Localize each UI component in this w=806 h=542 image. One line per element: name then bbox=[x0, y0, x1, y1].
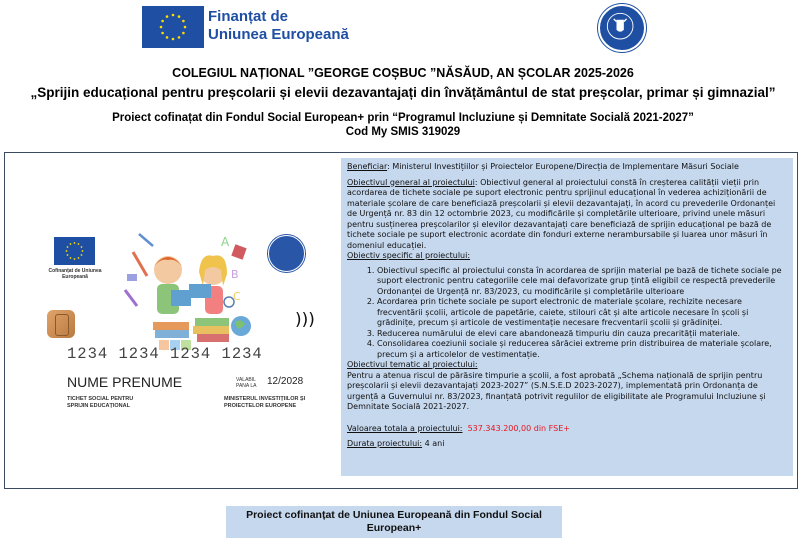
cofinancing-line: Proiect cofinațat din Fondul Social European+ prin “Programul Incluziune și Demnitate Socială 2021-2027” bbox=[112, 112, 694, 124]
specific-objective-label: Obiectiv specific al proiectului: bbox=[347, 251, 471, 260]
duration-label: Durata proiectului: bbox=[347, 439, 423, 448]
project-info-frame bbox=[4, 152, 798, 489]
eu-funding-line1: Finanțat de bbox=[208, 8, 289, 25]
eu-funding-label bbox=[208, 8, 349, 44]
general-objective-label: Obiectivul general al proiectului bbox=[347, 177, 475, 187]
ticket-type-label bbox=[67, 396, 133, 410]
card-eu-flag-icon bbox=[54, 237, 95, 265]
romanian-government-seal-icon bbox=[598, 4, 646, 52]
specific-objective-item: 3. Reducerea numărului de elevi care abandonează timpuriu din cauza precarității materiale. bbox=[377, 329, 787, 340]
social-ticket-card-image bbox=[33, 230, 333, 408]
valid-until-label bbox=[236, 377, 256, 389]
general-objective bbox=[347, 178, 787, 252]
card-government-seal-icon bbox=[268, 235, 305, 272]
valid-label-line1: VALABIL bbox=[236, 377, 256, 383]
coat-of-arms-icon bbox=[600, 6, 644, 50]
school-title: COLEGIUL NAȚIONAL ”GEORGE COȘBUC ”NĂSĂUD, AN ȘCOLAR 2025-2026 bbox=[172, 66, 634, 80]
specific-objective-item: 4. Consolidarea coeziunii sociale și reducerea sărăciei extreme prin distribuirea de materiale școlare, precum și a articolelor de vestimentație. bbox=[377, 339, 787, 360]
cofinancing-info bbox=[0, 111, 806, 139]
beneficiary bbox=[347, 162, 787, 173]
ministry-line2: PROIECTELOR EUROPENE bbox=[224, 403, 297, 409]
contactless-icon: ))) bbox=[295, 310, 315, 330]
card-ministry-label bbox=[224, 396, 305, 410]
general-objective-text: : Obiectivul general al proiectului constă în creșterea calității vieții prin acordarea de tichete sociale pe suport electronic pentru sprijinul educațional în vederea achiziționării de materiale școlare de care beneficiază preșcolarii și elevii dezavantajați, în acord cu prevederile Ordonanței de Urgență nr. 83 din 12 octombrie 2023, cu modificările și completările ulterioare, privind unele măsuri pentru susținerea preșcolarilor și elevilor dezavantajați care beneficiază de sprijin educațional pe bază de tichete sociale pe suport electronic acordate din fonduri externe nerambursabile și luarea unor măsuri în domeniul educației. bbox=[347, 177, 776, 250]
card-chip-icon bbox=[47, 310, 75, 338]
total-value bbox=[347, 424, 787, 435]
beneficiary-label: Beneficiar bbox=[347, 162, 388, 171]
cofinancing-banner: Proiect cofinanțat de Uniunea Europeană din Fondul Social European+ bbox=[226, 506, 562, 538]
project-name: „Sprijin educațional pentru preșcolarii și elevii dezavantajați din învățământul de stat preșcolar, primar și gimnazial” bbox=[30, 85, 776, 100]
ticket-type-line2: SPRIJIN EDUCAȚIONAL bbox=[67, 403, 130, 409]
total-value-label: Valoarea totala a proiectului: bbox=[347, 423, 463, 433]
project-info-panel bbox=[341, 158, 793, 476]
specific-objectives-list bbox=[347, 266, 787, 361]
thematic-objective-text: Pentru a atenua riscul de părăsire timpurie a școlii, a fost aprobată „Schema națională de sprijin pentru preșcolarii și elevii dezavantajați 2023-2027” (S.N.S.E.D 2023-2027), implementată prin Ordonanța de urgență a Guvernului nr. 83/2023, finanțată potrivit regulilor de eligibilitate ale Programului Incluziune și Demnitate Socială 2021-2027. bbox=[347, 370, 766, 411]
smis-code: Cod My SMIS 319029 bbox=[345, 126, 461, 138]
svg-text:B: B bbox=[231, 268, 239, 281]
specific-objective-item: 2. Acordarea prin tichete sociale pe suport electronic de materiale școlare, rechizite necesare frecventării școlii, articole de papetărie, caiete, stilouri cât și alte articole necesare în școli și grădinițe, precum și articole de vestimentație necesare frecventarii școlii și grădiniței. bbox=[377, 297, 787, 329]
ministry-line1: MINISTERUL INVESTIȚIILOR ȘI bbox=[224, 396, 306, 402]
card-holder-name: NUME PRENUME bbox=[67, 374, 183, 390]
beneficiary-value: : Ministerul Investițiilor și Proiectelor Europene/Direcția de Implementare Măsuri Sociale bbox=[387, 162, 739, 171]
card-expiry: 12/2028 bbox=[267, 376, 304, 387]
card-eu-stars-icon bbox=[54, 237, 95, 265]
card-eu-caption: Cofinanțat de Uniunea Europeană bbox=[48, 268, 102, 280]
eu-stars-icon bbox=[142, 6, 204, 48]
duration-value: 4 ani bbox=[424, 439, 445, 448]
svg-text:C: C bbox=[233, 290, 241, 303]
duration bbox=[347, 439, 787, 450]
svg-text:A: A bbox=[221, 235, 230, 249]
card-number: 1234 1234 1234 1234 bbox=[67, 345, 263, 363]
specific-objective-item: 1. Obiectivul specific al proiectului consta în acordarea de sprijin material pe bază de tichete sociale pe suport electronic pentru categoriile cele mai defavorizate grup țintă eligibil ce respectă prevederile Ordonanței de Urgență nr. 83/2023, cu modificările și completările ulterioare bbox=[377, 266, 787, 298]
children-reading-illustration-icon bbox=[113, 230, 263, 350]
total-value-amount: 537.343.200,00 din FSE+ bbox=[467, 423, 570, 433]
eu-flag-logo bbox=[142, 6, 204, 48]
thematic-objective-label: Obiectivul tematic al proiectului: bbox=[347, 360, 478, 369]
eu-funding-line2: Uniunea Europeană bbox=[208, 26, 349, 43]
ticket-type-line1: TICHET SOCIAL PENTRU bbox=[67, 396, 134, 402]
valid-label-line2: PANA LA bbox=[236, 383, 257, 389]
